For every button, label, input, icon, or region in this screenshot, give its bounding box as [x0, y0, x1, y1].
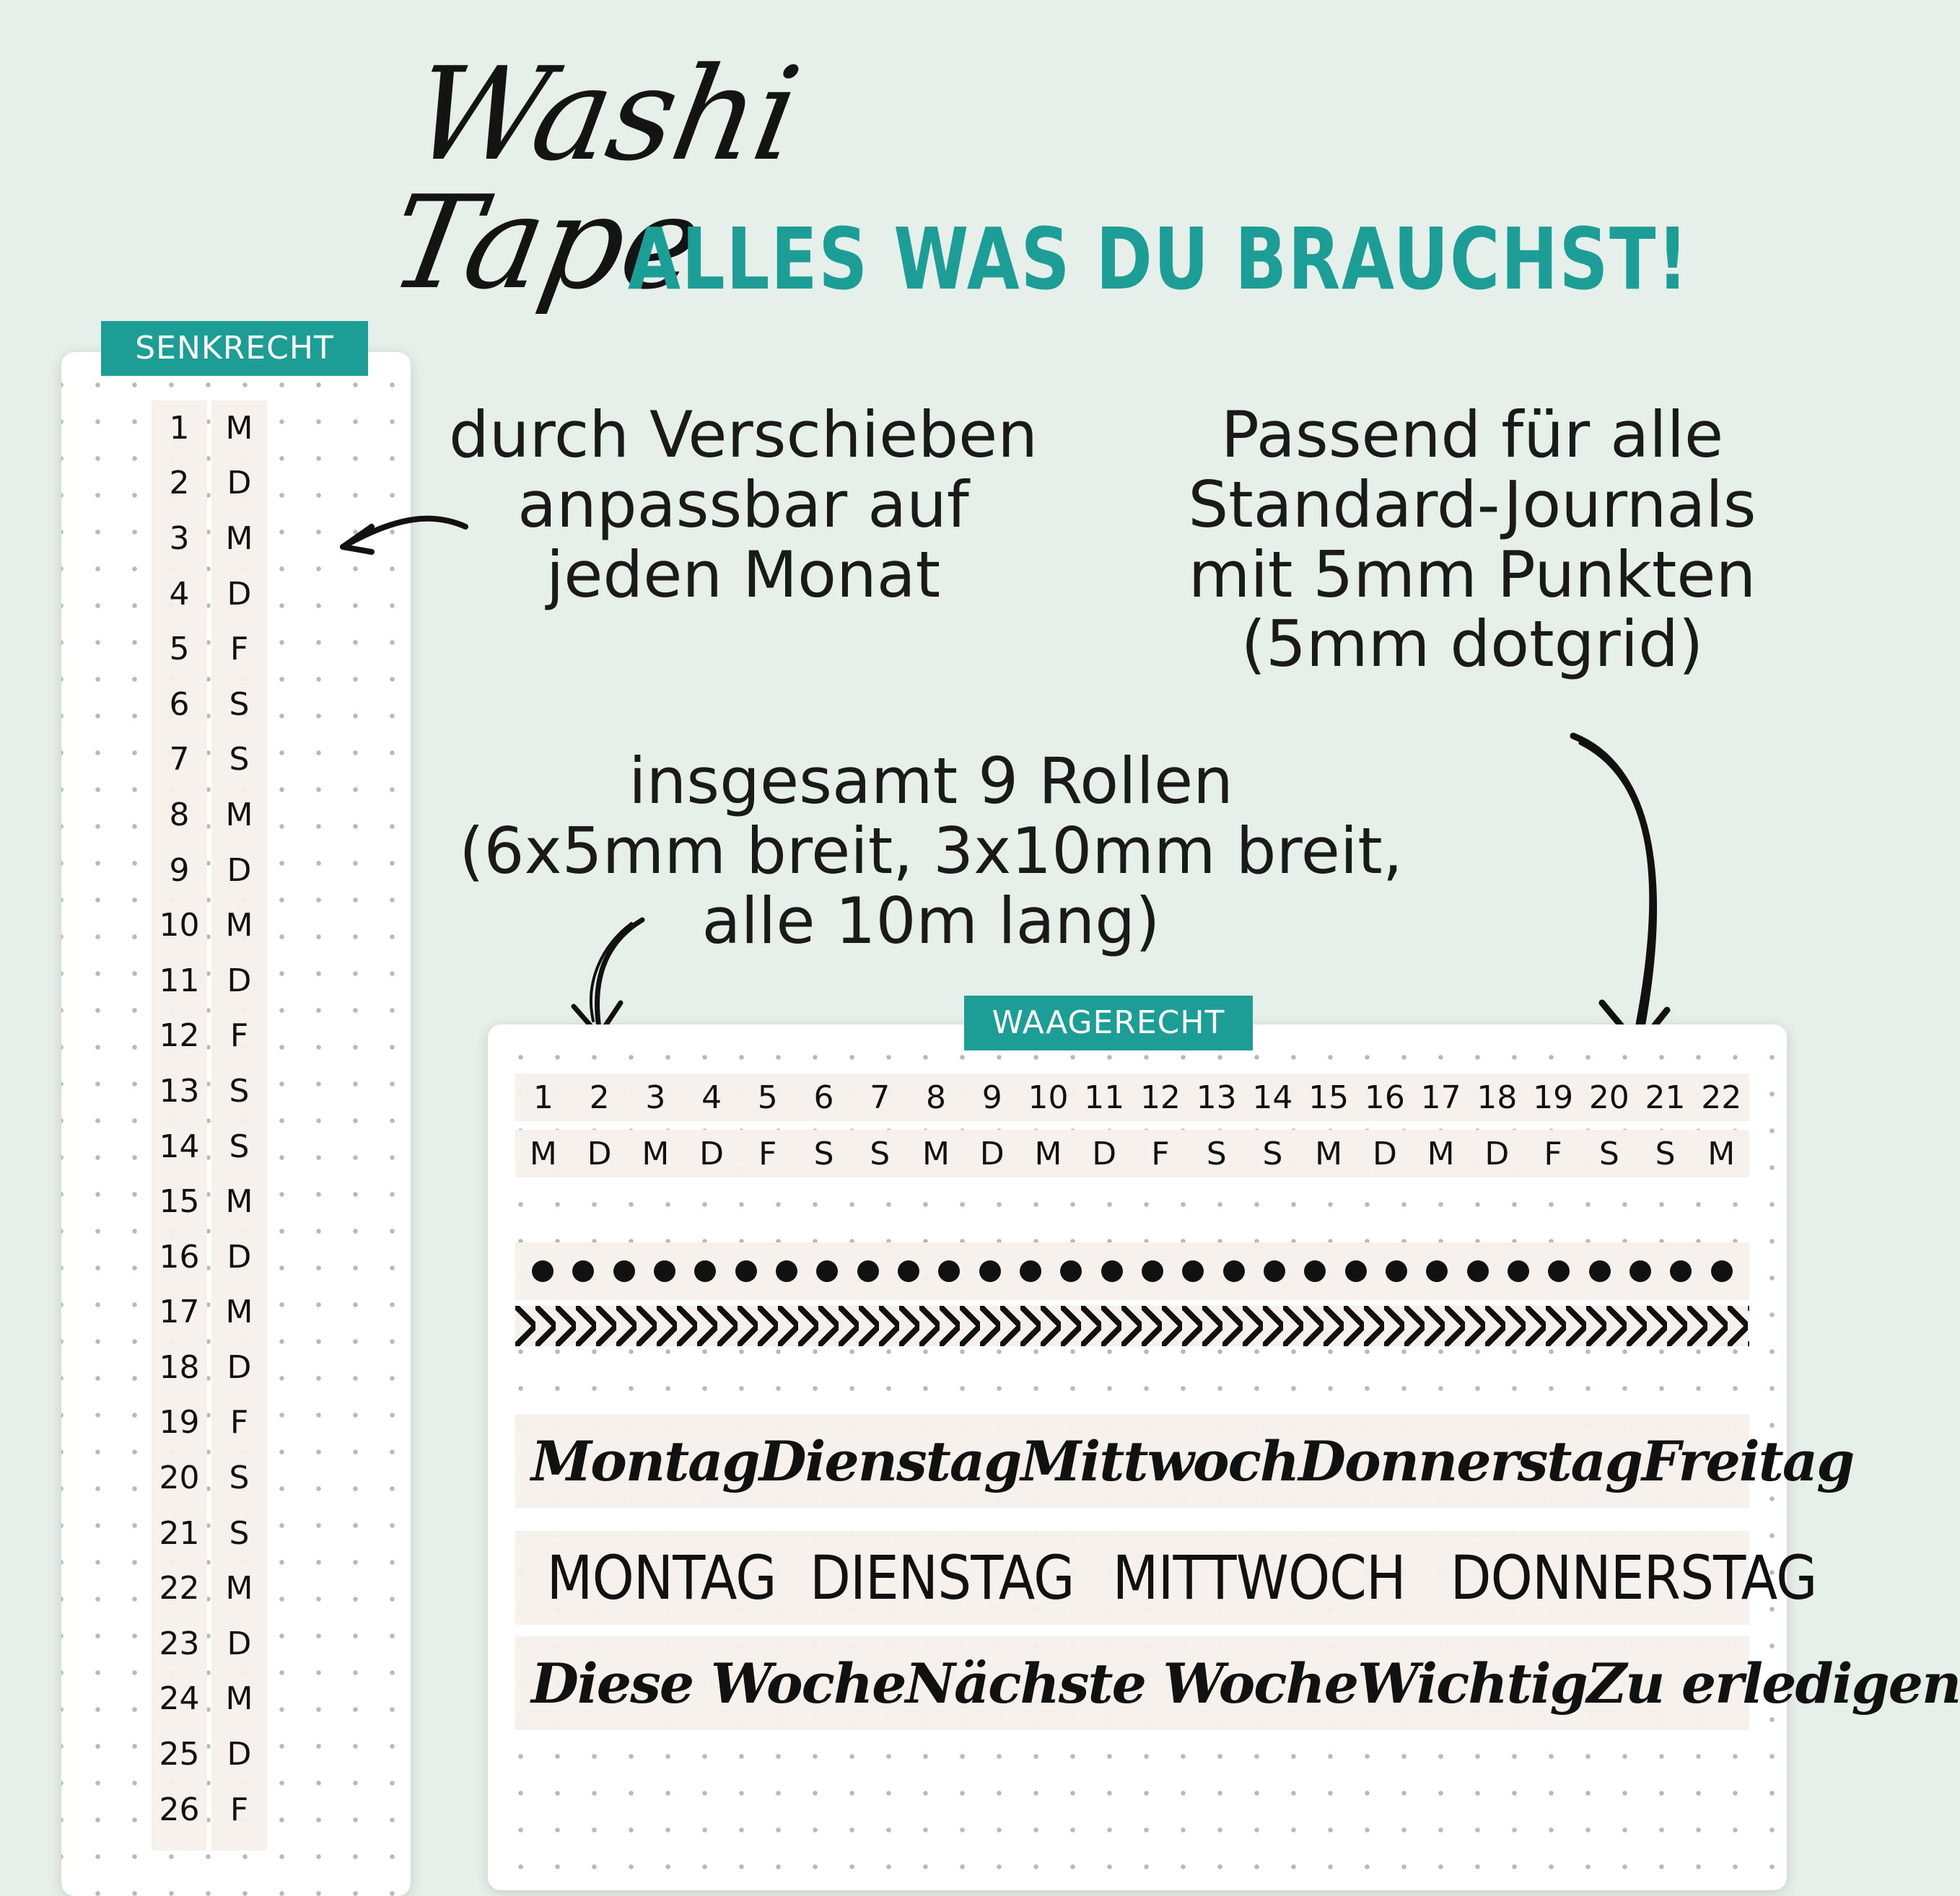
dot-icon [1223, 1260, 1245, 1282]
vertical-day-letter: M [225, 1680, 253, 1718]
script-weekday: Donnerstag [1298, 1428, 1642, 1493]
horizontal-day-letter: S [1262, 1135, 1283, 1172]
vertical-date-number: 10 [159, 907, 200, 944]
vertical-day-letter: F [229, 1791, 249, 1828]
vertical-date-number: 26 [159, 1791, 200, 1828]
dot-icon [1589, 1260, 1611, 1282]
horizontal-date-number: 11 [1084, 1079, 1125, 1116]
vertical-date-number: 18 [159, 1348, 200, 1386]
dot-icon [1304, 1260, 1326, 1282]
arrow-left-icon [332, 498, 476, 563]
chevron-tape [515, 1306, 1749, 1346]
vertical-date-number: 1 [169, 409, 190, 447]
vertical-day-letter: D [227, 465, 252, 502]
vertical-date-number: 4 [169, 575, 190, 613]
info-line: Standard-Journals [1188, 467, 1756, 542]
vertical-date-number: 2 [169, 465, 190, 502]
dot-icon [1345, 1260, 1367, 1282]
caps-weekday: DIENSTAG [810, 1542, 1075, 1613]
horizontal-day-letter: M [529, 1135, 557, 1172]
horizontal-date-number: 9 [981, 1079, 1002, 1116]
vertical-date-number: 16 [159, 1238, 200, 1276]
dot-icon [1670, 1260, 1692, 1282]
vertical-date-number: 14 [159, 1128, 200, 1165]
vertical-date-number: 22 [159, 1570, 200, 1607]
horizontal-day-letter: D [1484, 1135, 1510, 1172]
horizontal-date-number: 1 [533, 1079, 554, 1116]
vertical-day-letter: D [227, 962, 252, 999]
dot-icon [816, 1260, 838, 1282]
dot-icon [898, 1260, 919, 1282]
vertical-day-letter: F [229, 1017, 249, 1055]
info-shift-text [426, 400, 1061, 610]
dot-icon [857, 1260, 879, 1282]
dot-icon [1467, 1260, 1489, 1282]
subtitle: ALLES WAS DU BRAUCHST! [628, 209, 1689, 309]
dot-icon [1711, 1260, 1733, 1282]
vertical-day-letter: S [229, 741, 250, 778]
vertical-day-letter: M [225, 907, 253, 944]
script-word-label: Nächste Woche [905, 1651, 1358, 1716]
vertical-date-number: 9 [169, 851, 190, 889]
vertical-day-letter: S [229, 1072, 250, 1110]
horizontal-day-letter: M [1315, 1135, 1343, 1172]
script-word-label: Wichtig [1357, 1651, 1587, 1716]
vertical-label: SENKRECHT [101, 321, 368, 376]
dot-icon [1142, 1260, 1163, 1282]
horizontal-date-number: 8 [926, 1079, 946, 1116]
horizontal-date-number: 7 [870, 1079, 891, 1116]
vertical-day-letter: M [225, 1570, 253, 1607]
horizontal-day-letter: D [1372, 1135, 1397, 1172]
horizontal-date-number: 17 [1420, 1079, 1461, 1116]
horizontal-date-number: 12 [1139, 1079, 1181, 1116]
info-line: Passend für alle [1220, 398, 1724, 472]
horizontal-day-letter: D [699, 1135, 725, 1172]
horizontal-date-number: 3 [645, 1079, 666, 1116]
info-line: (6x5mm breit, 3x10mm breit, [459, 813, 1403, 888]
dot-icon [1182, 1260, 1204, 1282]
vertical-day-letter: D [227, 1348, 252, 1386]
dot-icon [572, 1260, 594, 1282]
vertical-date-number: 8 [169, 796, 190, 833]
dot-icon [938, 1260, 960, 1282]
vertical-day-letter: S [229, 1128, 250, 1165]
vertical-date-number: 23 [159, 1625, 200, 1662]
vertical-day-letter: M [225, 1183, 253, 1221]
dot-icon [532, 1260, 554, 1282]
vertical-date-number: 6 [169, 685, 190, 723]
vertical-day-letter: S [229, 1460, 250, 1497]
vertical-day-letter: D [227, 1238, 252, 1276]
horizontal-date-number: 14 [1252, 1079, 1293, 1116]
horizontal-day-letter: D [979, 1135, 1005, 1172]
horizontal-date-number: 6 [813, 1079, 834, 1116]
dot-icon [1426, 1260, 1448, 1282]
horizontal-day-letter: D [1092, 1135, 1117, 1172]
arrow-down-right-icon [1559, 721, 1689, 1068]
vertical-day-letter: D [227, 575, 252, 613]
dot-icon [654, 1260, 675, 1282]
vertical-date-tape [152, 400, 267, 1851]
horizontal-date-number: 10 [1028, 1079, 1069, 1116]
horizontal-day-letter: S [1598, 1135, 1619, 1172]
vertical-day-letter: S [229, 685, 250, 723]
vertical-date-number: 19 [159, 1404, 200, 1441]
horizontal-day-letter: M [1707, 1135, 1736, 1172]
vertical-date-number: 13 [159, 1072, 200, 1110]
dot-icon [1629, 1260, 1651, 1282]
dot-icon [1548, 1260, 1570, 1282]
dot-icon [1020, 1260, 1041, 1282]
horizontal-number-tape [515, 1074, 1749, 1121]
horizontal-date-number: 18 [1476, 1079, 1518, 1116]
vertical-day-letter: D [227, 1625, 252, 1662]
dot-icon [1101, 1260, 1123, 1282]
dot-icon [694, 1260, 716, 1282]
horizontal-date-number: 5 [757, 1079, 778, 1116]
horizontal-day-letter: D [587, 1135, 612, 1172]
vertical-day-letter: M [225, 409, 253, 447]
info-line: mit 5mm Punkten [1188, 537, 1756, 612]
horizontal-date-number: 4 [701, 1079, 722, 1116]
dot-icon [1386, 1260, 1407, 1282]
caps-weekday-tape [515, 1531, 1817, 1625]
vertical-date-number: 5 [169, 631, 190, 668]
vertical-day-letter: D [227, 1736, 252, 1773]
horizontal-date-number: 13 [1196, 1079, 1237, 1116]
script-weekday: Mittwoch [1020, 1428, 1299, 1493]
vertical-day-letter: M [225, 796, 253, 833]
vertical-date-number: 11 [159, 962, 200, 999]
script-word-label: Zu erledigen [1586, 1651, 1960, 1716]
horizontal-date-number: 15 [1308, 1079, 1349, 1116]
horizontal-day-letter: S [1655, 1135, 1676, 1172]
horizontal-day-letter: F [758, 1135, 777, 1172]
info-line: anpassbar auf [517, 467, 969, 542]
info-line: insgesamt 9 Rollen [629, 744, 1233, 818]
horizontal-day-letter: F [1544, 1135, 1562, 1172]
dots-tape [515, 1242, 1749, 1300]
script-weekday-tape [515, 1414, 1854, 1508]
vertical-day-letter: F [229, 1404, 249, 1441]
horizontal-day-letter: S [1206, 1135, 1227, 1172]
caps-weekday: MONTAG [546, 1542, 776, 1613]
dot-icon [735, 1260, 757, 1282]
dot-icon [1508, 1260, 1529, 1282]
horizontal-date-number: 21 [1645, 1079, 1686, 1116]
vertical-number-column [152, 400, 207, 1851]
caps-weekday: MITTWOCH [1112, 1542, 1406, 1613]
vertical-day-letter: M [225, 1294, 253, 1331]
horizontal-date-number: 20 [1588, 1079, 1629, 1116]
info-line: alle 10m lang) [701, 883, 1160, 958]
script-words-tape [515, 1636, 1960, 1730]
vertical-day-column [211, 400, 267, 1851]
vertical-date-number: 12 [159, 1017, 200, 1055]
dot-icon [613, 1260, 635, 1282]
dot-icon [979, 1260, 1001, 1282]
horizontal-date-number: 2 [589, 1079, 610, 1116]
info-line: jeden Monat [546, 537, 941, 612]
horizontal-date-number: 16 [1364, 1079, 1405, 1116]
vertical-date-number: 21 [159, 1514, 200, 1552]
dot-icon [1264, 1260, 1285, 1282]
vertical-date-number: 17 [159, 1294, 200, 1331]
horizontal-date-number: 22 [1701, 1079, 1742, 1116]
vertical-day-letter: M [225, 519, 253, 557]
horizontal-day-letter: S [870, 1135, 891, 1172]
horizontal-day-letter: M [642, 1135, 670, 1172]
caps-weekday: DONNERSTAG [1450, 1542, 1817, 1613]
vertical-date-number: 24 [159, 1680, 200, 1718]
dot-icon [776, 1260, 797, 1282]
vertical-day-letter: D [227, 851, 252, 889]
title-script: Washi Tape [380, 40, 809, 317]
vertical-date-number: 20 [159, 1460, 200, 1497]
vertical-date-number: 7 [169, 741, 190, 778]
horizontal-day-letter: S [813, 1135, 834, 1172]
info-line: (5mm dotgrid) [1241, 607, 1704, 682]
info-line: durch Verschieben [448, 398, 1038, 472]
script-weekday: Freitag [1641, 1428, 1854, 1493]
info-fit-text [1140, 400, 1804, 680]
script-word-label: Diese Woche [531, 1651, 906, 1716]
vertical-date-number: 25 [159, 1736, 200, 1773]
script-weekday: Montag [531, 1428, 759, 1493]
vertical-date-number: 15 [159, 1183, 200, 1221]
horizontal-day-letter: M [1034, 1135, 1062, 1172]
vertical-date-number: 3 [169, 519, 190, 557]
horizontal-day-tape [515, 1130, 1749, 1177]
horizontal-day-letter: M [1427, 1135, 1455, 1172]
vertical-day-letter: F [229, 631, 249, 668]
dot-icon [1060, 1260, 1082, 1282]
horizontal-day-letter: M [922, 1135, 950, 1172]
horizontal-label: WAAGERECHT [964, 996, 1253, 1050]
horizontal-date-number: 19 [1533, 1079, 1574, 1116]
vertical-day-letter: S [229, 1514, 250, 1552]
horizontal-day-letter: F [1151, 1135, 1170, 1172]
script-weekday: Dienstag [758, 1428, 1021, 1493]
